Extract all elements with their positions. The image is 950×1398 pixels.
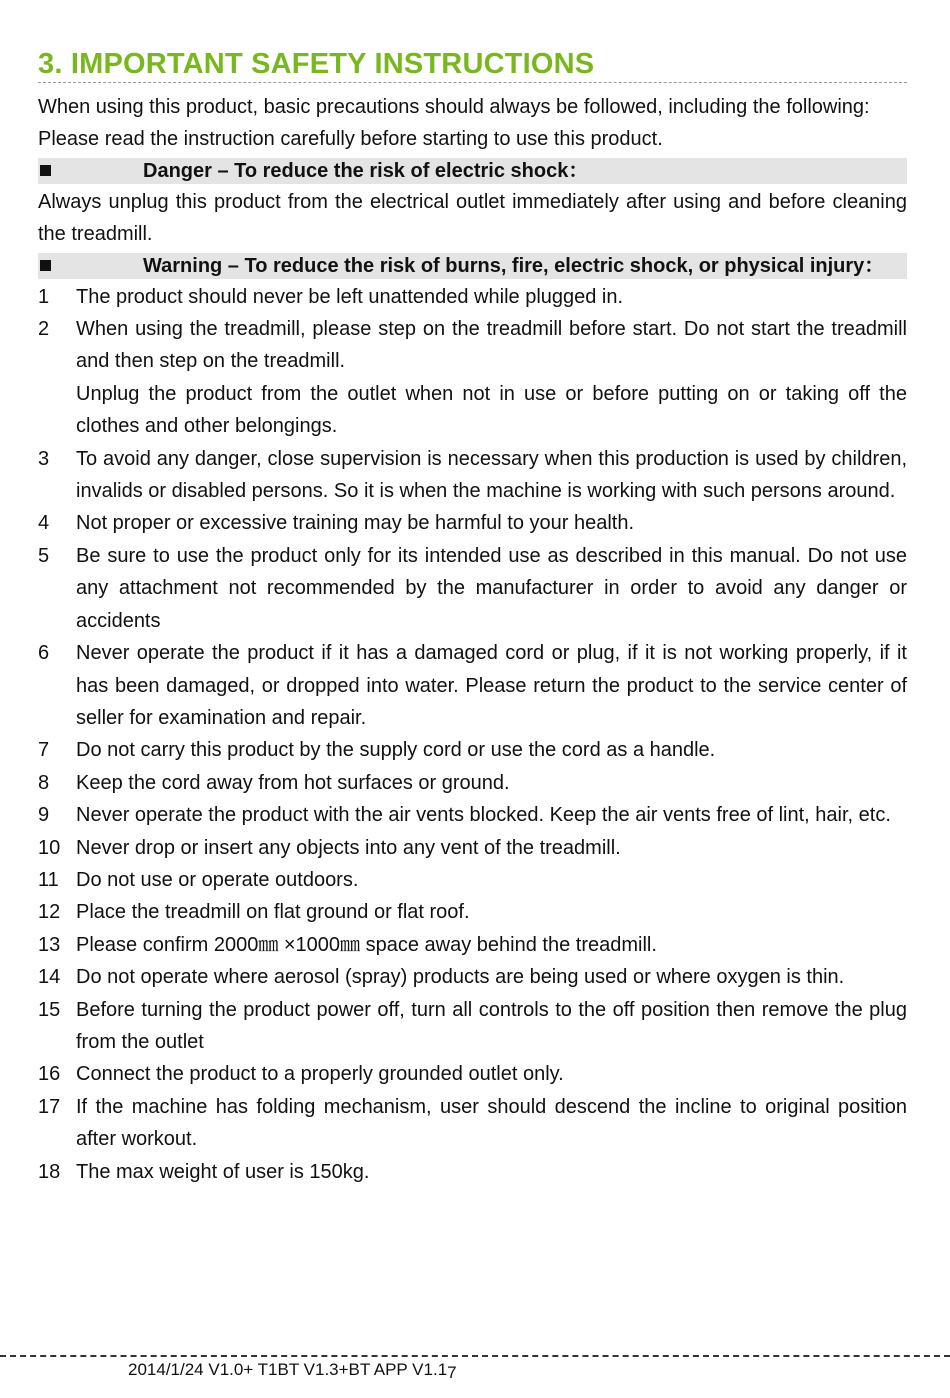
- list-item-line: The max weight of user is 150kg.: [76, 1160, 370, 1183]
- list-item: [38, 799, 907, 831]
- list-item-text: [76, 540, 907, 637]
- footer-version: 2014/1/24 V1.0+ T1BT V1.3+BT APP V1.1: [128, 1360, 448, 1379]
- list-item: [38, 443, 907, 508]
- list-item-number: 8: [38, 771, 50, 794]
- list-item-number: 9: [38, 804, 50, 827]
- square-bullet-icon: [38, 253, 143, 271]
- section-title: 3. IMPORTANT SAFETY INSTRUCTIONS: [38, 46, 907, 83]
- list-item-number: 18: [38, 1160, 61, 1183]
- intro-paragraph-1: When using this product, basic precautions should always be followed, including the following:: [38, 96, 870, 118]
- list-item: [38, 767, 907, 799]
- list-item: [38, 896, 907, 928]
- list-item-text: [76, 767, 907, 799]
- list-item-text: [76, 734, 907, 766]
- list-item-text: [76, 1156, 907, 1188]
- danger-banner: [38, 158, 907, 184]
- list-item: [38, 637, 907, 734]
- list-item-number: 17: [38, 1095, 61, 1118]
- list-item-text: [76, 1091, 907, 1156]
- list-item-text: [76, 443, 907, 508]
- list-item-number: 14: [38, 966, 61, 989]
- list-item-text: [76, 637, 907, 734]
- list-item-text: [76, 832, 907, 864]
- list-item: [38, 1058, 907, 1090]
- warning-heading: Warning – To reduce the risk of burns, fire, electric shock, or physical injury：: [143, 254, 885, 277]
- list-item-number: 3: [38, 447, 50, 470]
- list-item-number: 7: [38, 739, 50, 762]
- footer-divider: [0, 1355, 950, 1357]
- list-item-text: [76, 507, 907, 539]
- list-item: [38, 540, 907, 637]
- warning-banner: [38, 253, 907, 279]
- list-item-number: 16: [38, 1063, 61, 1086]
- list-item: [38, 832, 907, 864]
- list-item-text: [76, 961, 907, 993]
- list-item-line: Be sure to use the product only for its intended use as described in this manual. Do not use any attachment not recommended by the manufacturer in order to avoid any danger or accidents: [76, 544, 907, 632]
- list-item-line: Do not carry this product by the supply cord or use the cord as a handle.: [76, 739, 716, 762]
- list-item-number: 12: [38, 901, 61, 924]
- list-item-text: [76, 281, 907, 313]
- list-item-text: [76, 1058, 907, 1090]
- list-item-line: Please confirm 2000㎜ ×1000㎜ space away behind the treadmill.: [76, 933, 657, 956]
- list-item: [38, 1156, 907, 1188]
- list-item: [38, 281, 907, 313]
- list-item-number: 1: [38, 285, 50, 308]
- list-item-line: Do not use or operate outdoors.: [76, 868, 359, 891]
- intro-paragraph-2: Please read the instruction carefully before starting to use this product.: [38, 128, 663, 151]
- list-item-text: [76, 929, 907, 961]
- square-bullet-icon: [38, 158, 143, 184]
- list-item-text: [76, 313, 907, 443]
- list-item: [38, 1091, 907, 1156]
- list-item: [38, 929, 907, 961]
- list-item-text: [76, 799, 907, 831]
- document-page: [38, 46, 907, 1188]
- list-item: [38, 313, 907, 443]
- list-item-line: Keep the cord away from hot surfaces or ground.: [76, 771, 510, 794]
- list-item: [38, 507, 907, 539]
- list-item-line: If the machine has folding mechanism, user should descend the incline to original position after workout.: [76, 1095, 907, 1151]
- list-item-number: 4: [38, 512, 50, 535]
- footer: [128, 1360, 457, 1380]
- list-item-number: 2: [38, 318, 50, 341]
- list-item-number: 15: [38, 998, 61, 1021]
- list-item-line: Never drop or insert any objects into any vent of the treadmill.: [76, 836, 621, 859]
- list-item-line: Do not operate where aerosol (spray) products are being used or where oxygen is thin.: [76, 966, 845, 989]
- list-item-line: To avoid any danger, close supervision is necessary when this production is used by children, invalids or disabled persons. So it is when the machine is working with such persons around.: [76, 447, 907, 503]
- list-item-line: Never operate the product if it has a damaged cord or plug, if it is not working properly, if it has been damaged, or dropped into water. Please return the product to the service center of seller for examination and repair.: [76, 642, 907, 729]
- list-item: [38, 994, 907, 1059]
- list-item-line: Before turning the product power off, turn all controls to the off position then remove the plug from the outlet: [76, 998, 907, 1053]
- danger-note: Always unplug this product from the electrical outlet immediately after using and before cleaning the treadmill.: [38, 190, 907, 246]
- list-item: [38, 864, 907, 896]
- list-item-line: Never operate the product with the air vents blocked. Keep the air vents free of lint, hair, etc.: [76, 804, 891, 827]
- page-number: 7: [447, 1363, 457, 1382]
- list-item-number: 13: [38, 933, 61, 956]
- list-item-line: Unplug the product from the outlet when not in use or before putting on or taking off the clothes and other belongings.: [76, 382, 907, 438]
- list-item-line: The product should never be left unattended while plugged in.: [76, 285, 624, 308]
- list-item-text: [76, 994, 907, 1059]
- list-item-text: [76, 896, 907, 928]
- list-item-number: 5: [38, 544, 50, 567]
- list-item-line: Connect the product to a properly grounded outlet only.: [76, 1063, 564, 1086]
- list-item-text: [76, 864, 907, 896]
- list-item: [38, 734, 907, 766]
- list-item-number: 10: [38, 836, 61, 859]
- list-item-line: Not proper or excessive training may be harmful to your health.: [76, 512, 635, 535]
- safety-list: [38, 281, 907, 1188]
- list-item-number: 11: [38, 868, 59, 891]
- danger-heading: Danger – To reduce the risk of electric shock：: [143, 159, 589, 182]
- list-item-line: Place the treadmill on flat ground or flat roof.: [76, 901, 470, 924]
- list-item: [38, 961, 907, 993]
- list-item-line: When using the treadmill, please step on the treadmill before start. Do not start the treadmill and then step on the treadmill.: [76, 318, 907, 373]
- list-item-number: 6: [38, 642, 50, 665]
